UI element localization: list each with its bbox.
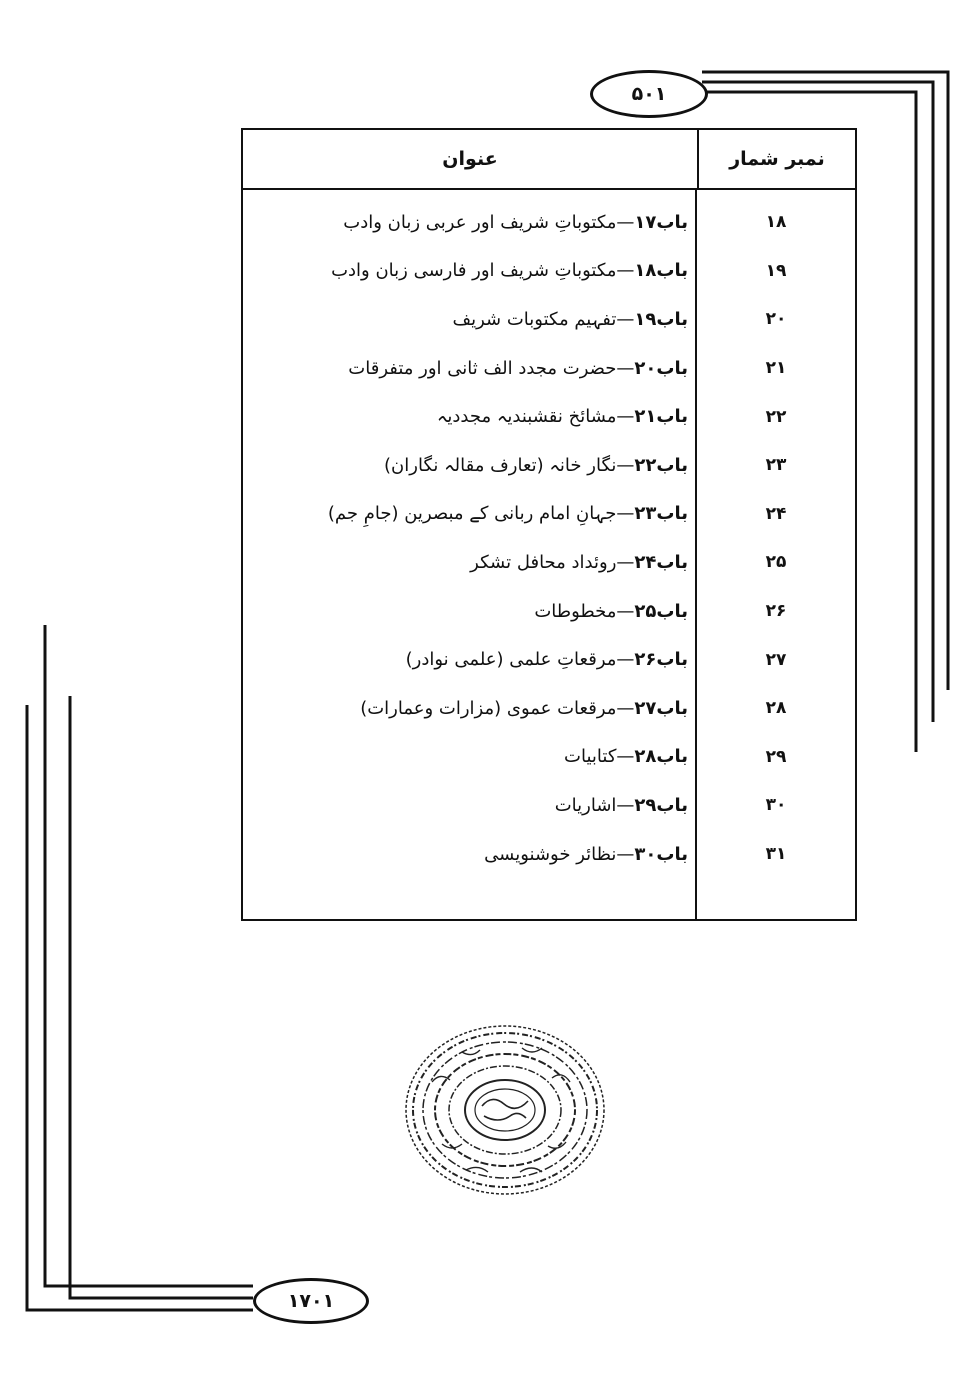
toc-row bbox=[243, 733, 855, 782]
chapter-separator: — bbox=[616, 746, 635, 768]
chapter-label: باب۲۰ bbox=[634, 357, 688, 379]
chapter-label: باب۲۷ bbox=[634, 697, 688, 719]
table-of-contents bbox=[241, 128, 857, 921]
chapter-separator: — bbox=[616, 551, 635, 573]
toc-row-number: ۲۴ bbox=[765, 503, 787, 524]
toc-row-title-cell bbox=[243, 503, 697, 524]
toc-row-number: ۲۲ bbox=[765, 406, 787, 427]
chapter-title: روئداد محافل تشکر bbox=[470, 551, 617, 573]
chapter-separator: — bbox=[616, 697, 635, 719]
chapter-label: باب۲۸ bbox=[634, 746, 688, 768]
toc-row-title-cell bbox=[243, 260, 697, 281]
chapter-label: باب۲۹ bbox=[634, 794, 688, 816]
chapter-title: مخطوطات bbox=[534, 600, 617, 622]
toc-row-number: ۲۶ bbox=[765, 601, 787, 622]
chapter-label: باب۲۵ bbox=[634, 600, 688, 622]
toc-row bbox=[243, 247, 855, 296]
toc-row-title-cell bbox=[243, 552, 697, 573]
chapter-separator: — bbox=[616, 357, 635, 379]
chapter-title: مرقعات عموی (مزارات وعمارات) bbox=[360, 697, 617, 719]
chapter-title: نگار خانہ (تعارف مقالہ نگاران) bbox=[384, 454, 617, 476]
toc-row-number: ۳۰ bbox=[765, 795, 787, 816]
chapter-label: باب۱۷ bbox=[634, 211, 688, 233]
chapter-label: باب۲۴ bbox=[634, 551, 688, 573]
toc-row-number: ۲۳ bbox=[765, 455, 787, 476]
toc-row-number: ۲۰ bbox=[765, 309, 787, 330]
chapter-label: باب۱۹ bbox=[634, 308, 688, 330]
toc-row-number: ۳۱ bbox=[765, 844, 787, 865]
chapter-title: اشاریات bbox=[554, 794, 617, 816]
toc-row bbox=[243, 198, 855, 247]
toc-row-number: ۲۱ bbox=[765, 358, 787, 379]
chapter-separator: — bbox=[616, 308, 635, 330]
chapter-separator: — bbox=[616, 406, 635, 428]
toc-row-title-cell bbox=[243, 455, 697, 476]
toc-row bbox=[243, 490, 855, 539]
toc-row-title-cell bbox=[243, 212, 697, 233]
toc-row-title-cell bbox=[243, 358, 697, 379]
calligraphic-seal-icon bbox=[402, 1022, 608, 1198]
chapter-label: باب۱۸ bbox=[634, 260, 688, 282]
chapter-separator: — bbox=[616, 649, 635, 671]
toc-row-title-cell bbox=[243, 746, 697, 767]
toc-row bbox=[243, 635, 855, 684]
toc-row-number: ۱۹ bbox=[765, 260, 787, 281]
toc-row-title-cell bbox=[243, 649, 697, 670]
toc-row-number: ۱۸ bbox=[765, 212, 787, 233]
toc-row bbox=[243, 684, 855, 733]
serial-number-header: نمبر شمار bbox=[697, 130, 855, 188]
toc-row bbox=[243, 441, 855, 490]
chapter-title: تفہیم مکتوبات شریف bbox=[452, 308, 617, 330]
toc-header bbox=[243, 130, 855, 190]
chapter-separator: — bbox=[616, 503, 635, 525]
toc-row bbox=[243, 781, 855, 830]
top-page-number: ۵۰۱ bbox=[590, 70, 708, 118]
toc-row-number: ۲۵ bbox=[765, 552, 787, 573]
toc-row bbox=[243, 538, 855, 587]
chapter-label: باب۳۰ bbox=[634, 843, 688, 865]
chapter-label: باب۲۲ bbox=[634, 454, 688, 476]
title-header: عنوان bbox=[442, 148, 498, 170]
chapter-title: حضرت مجدد الف ثانی اور متفرقات bbox=[348, 357, 617, 379]
toc-row bbox=[243, 392, 855, 441]
toc-row bbox=[243, 295, 855, 344]
chapter-separator: — bbox=[616, 600, 635, 622]
chapter-title: مکتوباتِ شریف اور فارسی زبان وادب bbox=[331, 260, 617, 282]
chapter-title: مکتوباتِ شریف اور عربی زبان وادب bbox=[343, 211, 617, 233]
chapter-title: کتابیات bbox=[564, 746, 617, 768]
chapter-label: باب۲۳ bbox=[634, 503, 688, 525]
chapter-title: مرقعاتِ علمی (علمی نوادر) bbox=[405, 649, 617, 671]
toc-row-title-cell bbox=[243, 795, 697, 816]
chapter-title: جہانِ امام ربانی کے مبصرین (جامِ جم) bbox=[327, 503, 617, 525]
toc-row-title-cell bbox=[243, 601, 697, 622]
toc-row bbox=[243, 830, 855, 879]
toc-rows bbox=[243, 188, 855, 878]
chapter-title: مشائخ نقشبندیہ مجددیہ bbox=[436, 406, 617, 428]
toc-row-title-cell bbox=[243, 406, 697, 427]
chapter-separator: — bbox=[616, 454, 635, 476]
toc-row-number: ۲۸ bbox=[765, 698, 787, 719]
chapter-label: باب۲۱ bbox=[634, 406, 688, 428]
toc-row-title-cell bbox=[243, 309, 697, 330]
toc-row bbox=[243, 344, 855, 393]
chapter-separator: — bbox=[616, 794, 635, 816]
toc-row-number: ۲۷ bbox=[765, 649, 787, 670]
toc-row-number: ۲۹ bbox=[765, 746, 787, 767]
chapter-separator: — bbox=[616, 211, 635, 233]
toc-row-title-cell bbox=[243, 844, 697, 865]
chapter-title: نظائر خوشنویسی bbox=[484, 843, 617, 865]
toc-row bbox=[243, 587, 855, 636]
chapter-separator: — bbox=[616, 260, 635, 282]
bottom-page-number: ۱۷۰۱ bbox=[253, 1278, 369, 1324]
chapter-label: باب۲۶ bbox=[634, 649, 688, 671]
toc-row-title-cell bbox=[243, 698, 697, 719]
chapter-separator: — bbox=[616, 843, 635, 865]
